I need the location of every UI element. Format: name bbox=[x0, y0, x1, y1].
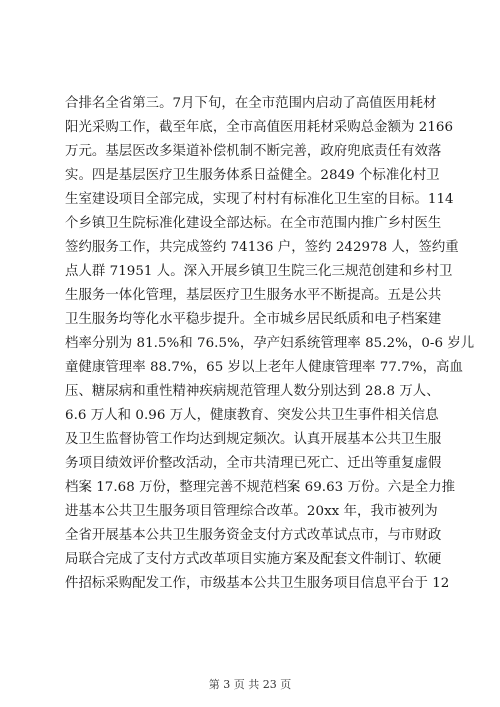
text-line: 档案 17.68 万份，整理完善不规范档案 69.63 万份。六是全力推 bbox=[65, 480, 456, 495]
text-line: 卫生服务均等化水平稳步提升。全市城乡居民纸质和电子档案建 bbox=[65, 312, 442, 327]
text-line: 生室建设项目全部完成，实现了村村有标准化卫生室的目标。114 bbox=[65, 192, 454, 207]
text-line: 合排名全省第三。7月下旬，在全市范围内启动了高值医用耗材 bbox=[65, 96, 437, 111]
text-line: 童健康管理率 88.7%，65 岁以上老年人健康管理率 77.7%，高血 bbox=[65, 360, 463, 375]
text-line: 个乡镇卫生院标准化建设全部达标。在全市范围内推广乡村医生 bbox=[65, 216, 442, 231]
text-line: 档率分别为 81.5%和 76.5%，孕产妇系统管理率 85.2%，0-6 岁儿 bbox=[65, 336, 475, 351]
text-line: 万元。基层医改多渠道补偿机制不断完善，政府兜底责任有效落 bbox=[65, 144, 442, 159]
text-line: 进基本公共卫生服务项目管理综合改革。20xx 年，我市被列为 bbox=[65, 504, 438, 519]
text-line: 务项目绩效评价整改活动，全市共清理已死亡、迁出等重复虚假 bbox=[65, 456, 442, 471]
text-line: 阳光采购工作，截至年底，全市高值医用耗材采购总金额为 2166 bbox=[65, 120, 454, 135]
text-line: 局联合完成了支付方式改革项目实施方案及配套文件制订、软硬 bbox=[65, 552, 442, 567]
page-number-footer: 第 3 页 共 23 页 bbox=[208, 678, 292, 691]
body-paragraph bbox=[65, 92, 475, 596]
text-line: 生服务一体化管理，基层医疗卫生服务水平不断提高。五是公共 bbox=[65, 288, 442, 303]
text-line: 点人群 71951 人。深入开展乡镇卫生院三化三规范创建和乡村卫 bbox=[65, 264, 453, 279]
text-line: 及卫生监督协管工作均达到规定频次。认真开展基本公共卫生服 bbox=[65, 432, 442, 447]
text-line: 6.6 万人和 0.96 万人，健康教育、突发公共卫生事件相关信息 bbox=[65, 408, 439, 423]
text-line: 签约服务工作，共完成签约 74136 户，签约 242978 人，签约重 bbox=[65, 240, 459, 255]
text-line: 件招标采购配发工作，市级基本公共卫生服务项目信息平台于 12 bbox=[65, 576, 450, 591]
text-line: 压、糖尿病和重性精神疾病规范管理人数分别达到 28.8 万人、 bbox=[65, 384, 440, 399]
text-line: 全省开展基本公共卫生服务资金支付方式改革试点市，与市财政 bbox=[65, 528, 442, 543]
text-line: 实。四是基层医疗卫生服务体系日益健全。2849 个标准化村卫 bbox=[65, 168, 440, 183]
